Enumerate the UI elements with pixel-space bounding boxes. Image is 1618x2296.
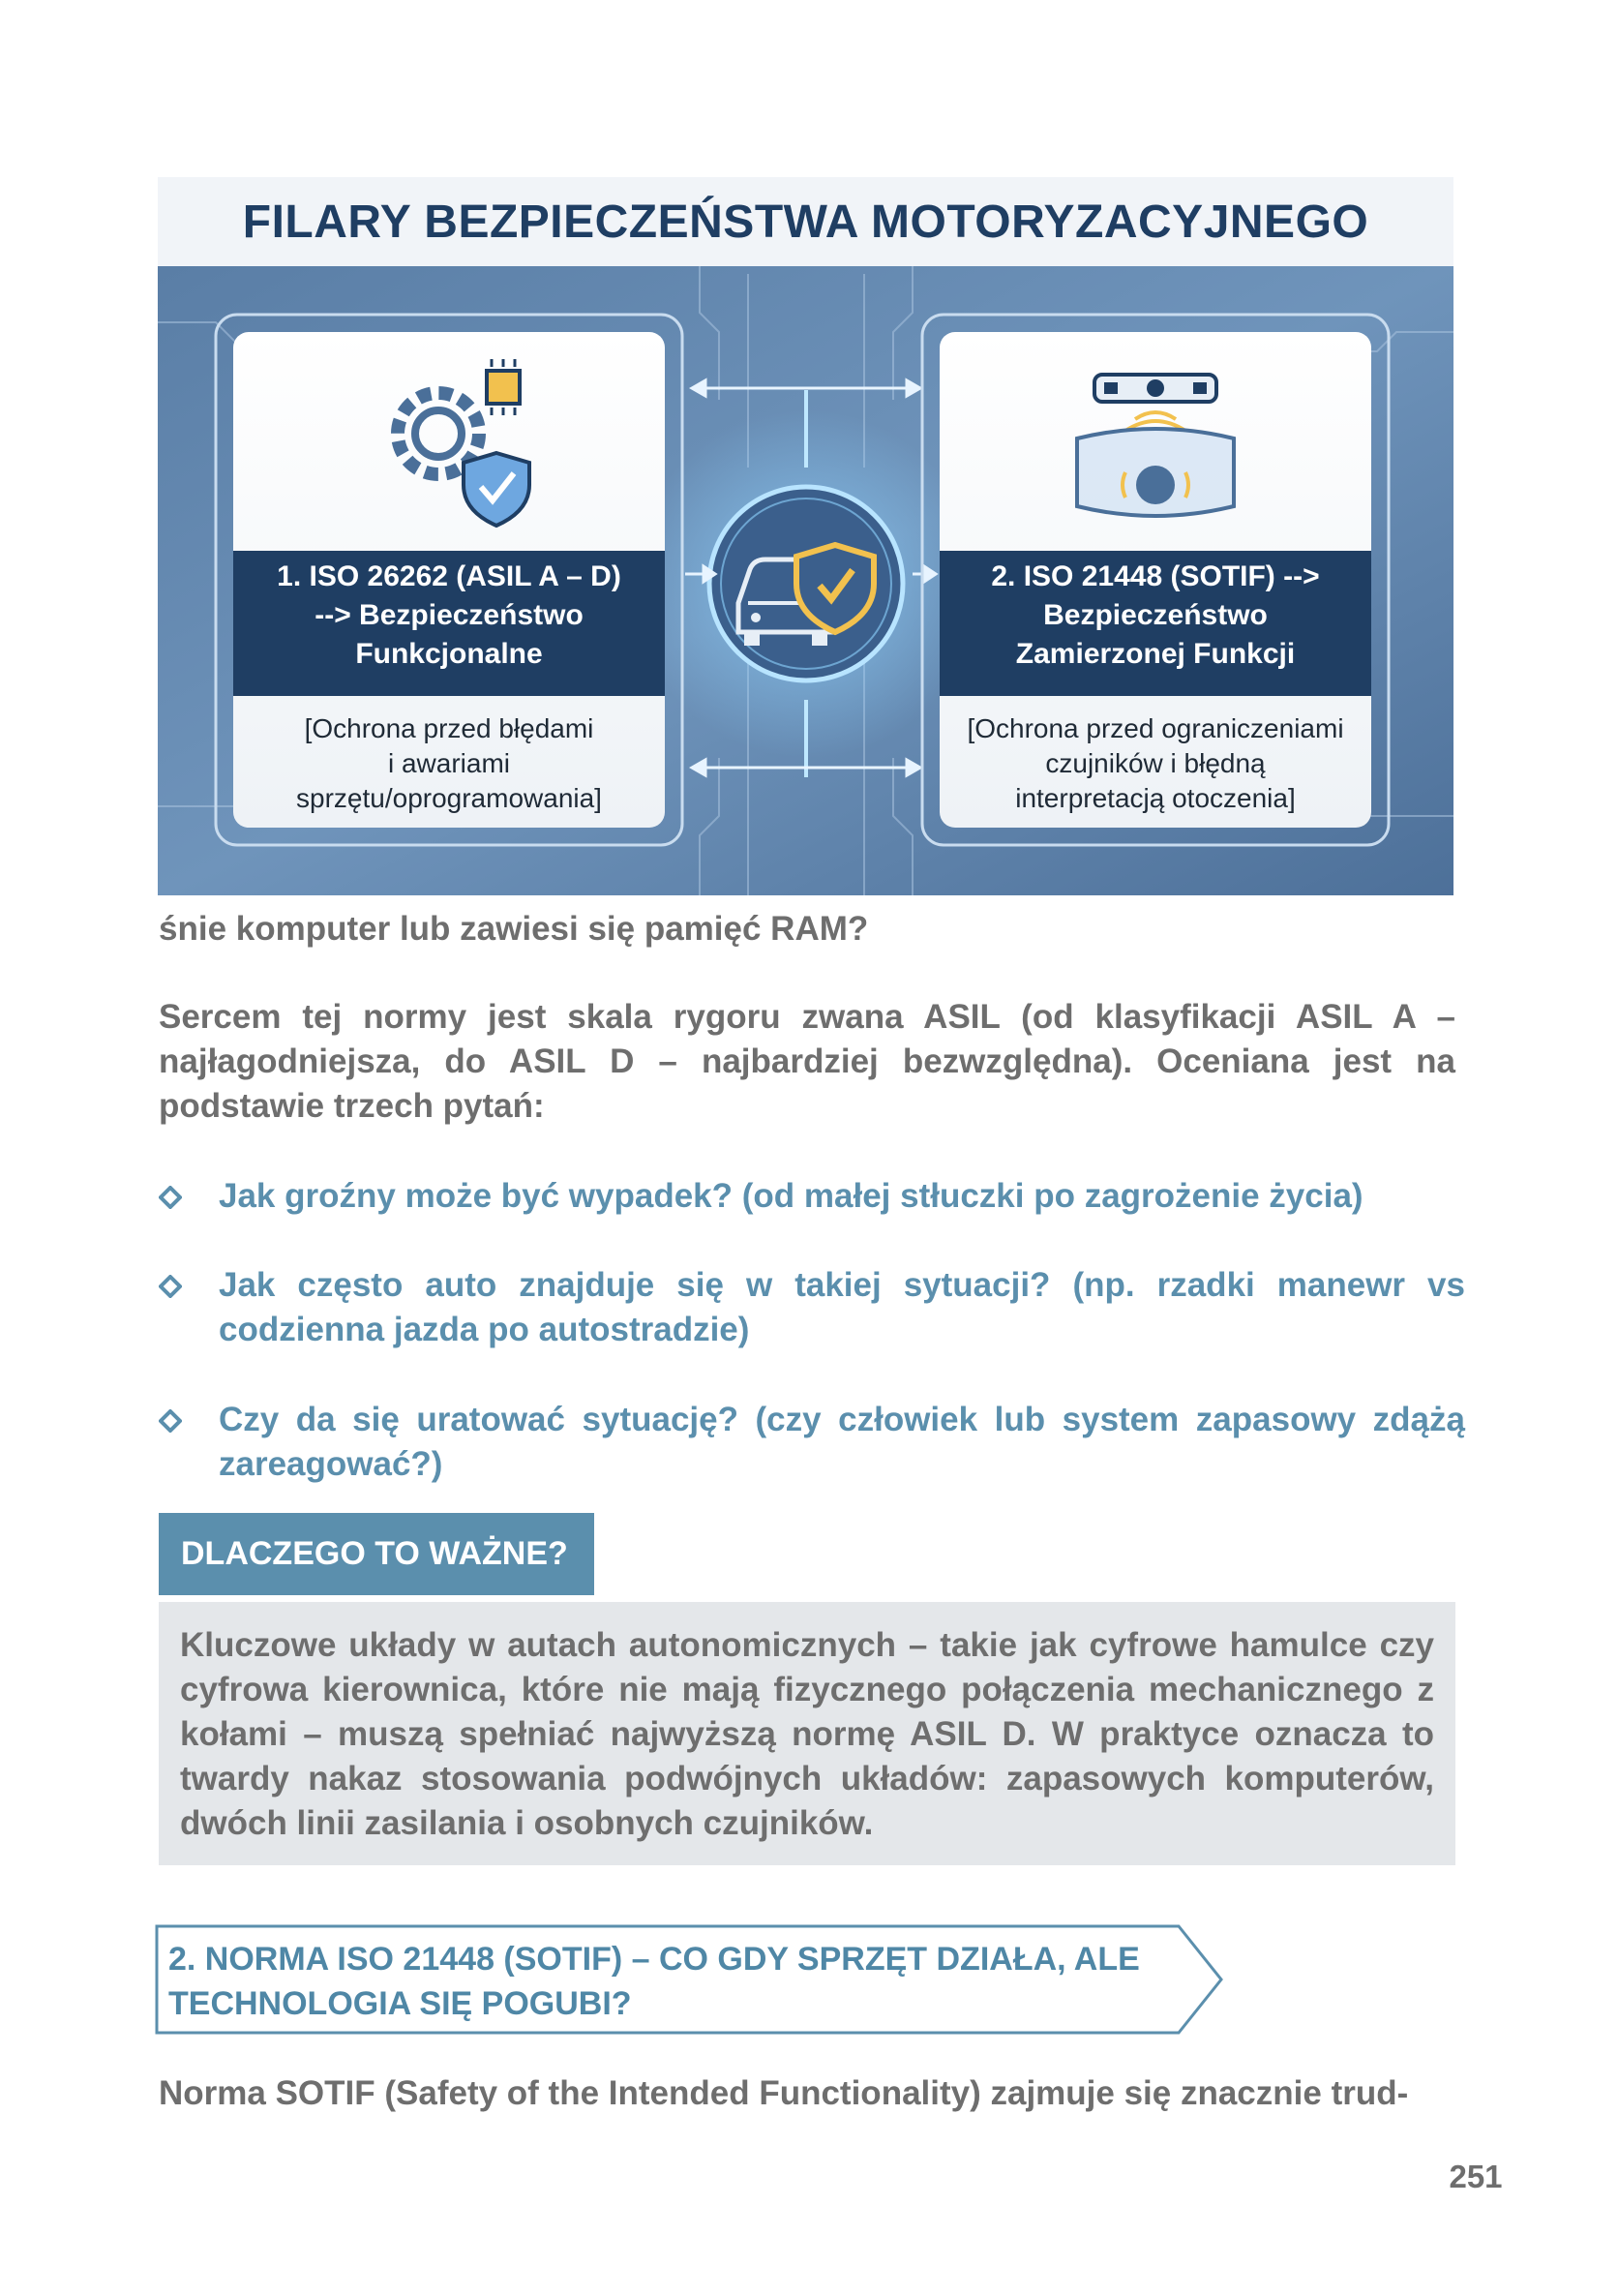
callout-text: Kluczowe układy w autach autonomicznych – takie jak cyfrowe hamulce czy cyfrowa kierownica, które nie mają fizycznego połączenia mechanicznego z kołami – muszą spełniać najwyższą normę ASIL D. W praktyce oznacza to twardy nakaz stosowania podwójnych układów: zapasowych komputerów, dwóch linii zasilania i osobnych czujników. (180, 1626, 1434, 1842)
left-band-line1: 1. ISO 26262 (ASIL A – D) (277, 560, 621, 592)
right-desc-line2: czujników i błędną (1045, 748, 1266, 778)
left-desc-line3: sprzętu/oprogramowania] (296, 783, 602, 813)
diamond-bullet-icon (159, 1409, 182, 1433)
right-desc-line3: interpretacją otoczenia] (1015, 783, 1296, 813)
diamond-bullet-icon (159, 1186, 182, 1209)
diamond-bullet-icon (159, 1275, 182, 1298)
section-heading-text (168, 1937, 1155, 2026)
section-heading-line1: 2. NORMA ISO 21448 (SOTIF) – CO GDY SPRZĘT DZIAŁA, ALE (168, 1941, 1140, 1978)
paragraph-asil: Sercem tej normy jest skala rygoru zwana ASIL (od klasyfikacji ASIL A – najłagodniejsza, do ASIL D – najbardziej bezwzględna). Oceniana jest na podstawie trzech pytań: (159, 998, 1455, 1125)
bullet-item (159, 1263, 1465, 1352)
paragraph-sotif: Norma SOTIF (Safety of the Intended Functionality) zajmuje się znacznie trud- (159, 2074, 1409, 2112)
infographic-figure (158, 177, 1453, 895)
left-band-line2: --> Bezpieczeństwo (315, 599, 584, 631)
left-desc-line2: i awariami (387, 748, 511, 778)
right-desc-line1: [Ochrona przed ograniczeniami (967, 713, 1344, 743)
callout-box (159, 1602, 1455, 1865)
page-number: 251 (1449, 2159, 1503, 2194)
section-heading-line2: TECHNOLOGIA SIĘ POGUBI? (168, 1985, 632, 2022)
left-desc-line1: [Ochrona przed błędami (304, 713, 594, 743)
right-band-line1: 2. ISO 21448 (SOTIF) --> (991, 560, 1320, 592)
bullet-text: Jak często auto znajduje się w takiej sytuacji? (np. rzadki manewr vs codzienna jazda po autostradzie) (219, 1266, 1465, 1348)
camera-brain-sensor-icon (1077, 375, 1234, 516)
right-band-line2: Bezpieczeństwo (1043, 599, 1268, 631)
section-heading (155, 1924, 1224, 2035)
bullet-text: Jak groźny może być wypadek? (od małej stłuczki po zagrożenie życia) (219, 1177, 1363, 1215)
left-band-line3: Funkcjonalne (355, 638, 543, 670)
callout-title: DLACZEGO TO WAŻNE? (159, 1513, 594, 1595)
bullet-text: Czy da się uratować sytuację? (czy człowiek lub system zapasowy zdążą zareagować?) (219, 1401, 1465, 1483)
bullet-item (159, 1174, 1465, 1219)
right-band-line3: Zamierzonej Funkcji (1015, 638, 1296, 670)
paragraph-continuation: śnie komputer lub zawiesi się pamięć RAM? (159, 910, 869, 948)
figure-title: FILARY BEZPIECZEŃSTWA MOTORYZACYJNEGO (242, 196, 1369, 248)
bullet-item (159, 1398, 1465, 1487)
